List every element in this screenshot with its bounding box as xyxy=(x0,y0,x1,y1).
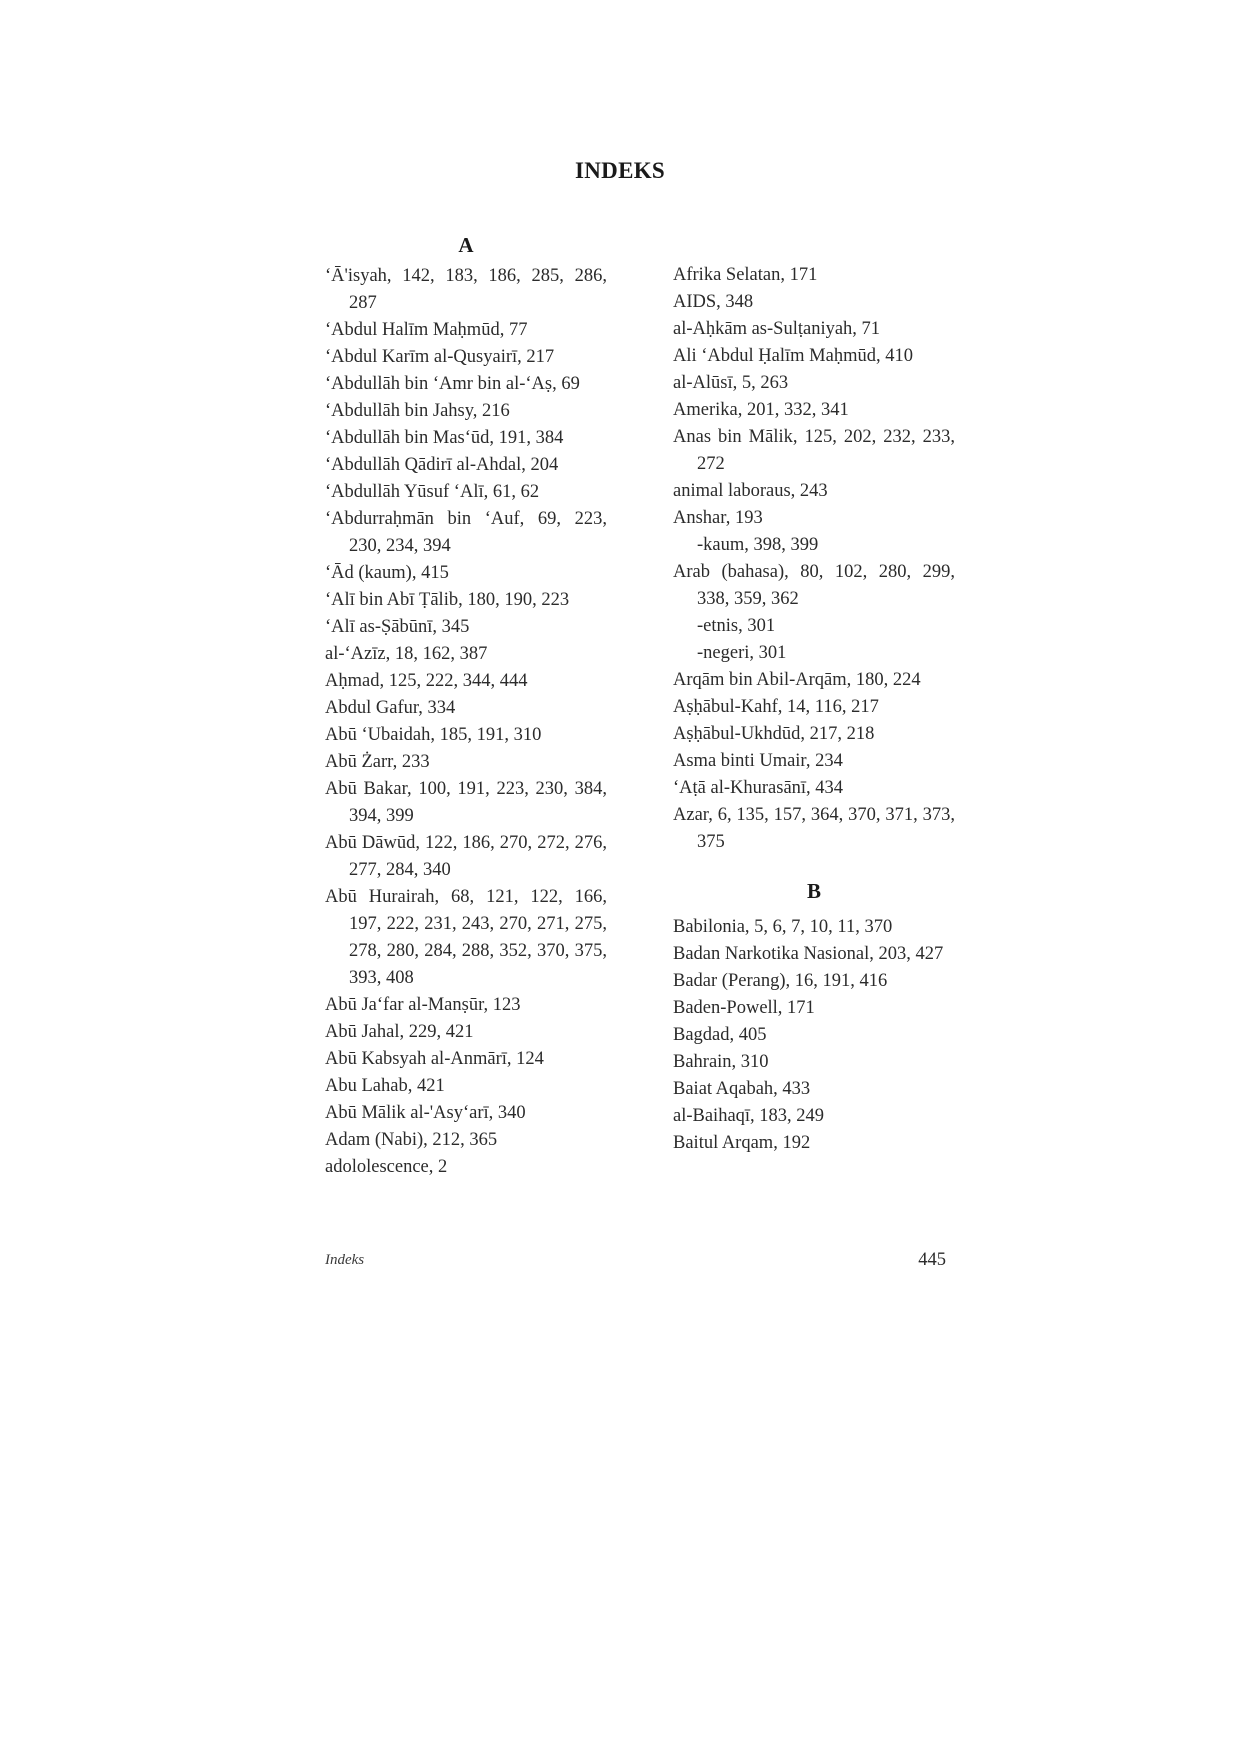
index-entry: ‘Ād (kaum), 415 xyxy=(325,563,449,583)
index-entry: animal laboraus, 243 xyxy=(673,481,828,501)
index-entry: ‘Abdullāh Yūsuf ‘Alī, 61, 62 xyxy=(325,482,540,502)
index-subentry: -kaum, 398, 399 xyxy=(697,535,819,555)
index-entry: Badar (Perang), 16, 191, 416 xyxy=(673,971,888,991)
index-entry: ‘Aṭā al-Khurasānī, 434 xyxy=(673,778,844,798)
index-entry: adololescence, 2 xyxy=(325,1157,448,1177)
index-entry: Anshar, 193 xyxy=(673,508,763,528)
index-entry: Abū Mālik al-'Asy‘arī, 340 xyxy=(325,1103,526,1123)
index-entry: Bahrain, 310 xyxy=(673,1052,769,1072)
index-entries-a-left xyxy=(325,263,607,1181)
index-entry: ‘Abdullāh bin ‘Amr bin al-‘Aṣ, 69 xyxy=(325,374,580,394)
index-entry: Adam (Nabi), 212, 365 xyxy=(325,1130,498,1150)
index-entry: Amerika, 201, 332, 341 xyxy=(673,400,849,420)
index-entry: Ali ‘Abdul Ḥalīm Maḥmūd, 410 xyxy=(673,346,913,366)
page-number: 445 xyxy=(918,1250,946,1270)
index-entry: Baden-Powell, 171 xyxy=(673,998,815,1018)
index-entry: Baiat Aqabah, 433 xyxy=(673,1079,811,1099)
index-subentry: -negeri, 301 xyxy=(697,643,787,663)
index-entry: al-Alūsī, 5, 263 xyxy=(673,373,789,393)
index-entry: Azar, 6, 135, 157, 364, 370, 371, 373, 375 xyxy=(673,805,955,852)
index-entry: al-‘Azīz, 18, 162, 387 xyxy=(325,644,488,664)
index-entry: Abū Bakar, 100, 191, 223, 230, 384, 394, 399 xyxy=(325,779,607,826)
index-entry: ‘Abdullāh bin Mas‘ūd, 191, 384 xyxy=(325,428,564,448)
index-entry: ‘Ā'isyah, 142, 183, 186, 285, 286, 287 xyxy=(325,266,607,313)
page-title: INDEKS xyxy=(575,158,665,183)
index-entry: Aṣḥābul-Kahf, 14, 116, 217 xyxy=(673,697,879,717)
index-entry: ‘Abdul Halīm Maḥmūd, 77 xyxy=(325,320,528,340)
index-entry: Abū ‘Ubaidah, 185, 191, 310 xyxy=(325,725,542,745)
index-entries-a-right xyxy=(673,262,955,856)
index-entry: ‘Alī as-Ṣābūnī, 345 xyxy=(325,617,470,637)
index-entry: ‘Abdurraḥmān bin ‘Auf, 69, 223, 230, 234, 394 xyxy=(325,509,607,556)
index-entry: AIDS, 348 xyxy=(673,292,754,312)
letter-heading-b: B xyxy=(806,879,821,903)
index-entry: Abū Jahal, 229, 421 xyxy=(325,1022,474,1042)
index-entry: ‘Abdullāh bin Jahsy, 216 xyxy=(325,401,510,421)
index-entry: Aḥmad, 125, 222, 344, 444 xyxy=(325,671,528,691)
index-entry: ‘Alī bin Abī Ṭālib, 180, 190, 223 xyxy=(325,590,570,610)
index-entry: Abū Kabsyah al-Anmārī, 124 xyxy=(325,1049,544,1069)
index-entry: Asma binti Umair, 234 xyxy=(673,751,843,771)
index-column-right xyxy=(673,262,955,1157)
index-column-left xyxy=(325,232,607,1181)
index-entry: Abu Lahab, 421 xyxy=(325,1076,445,1096)
index-entry: Badan Narkotika Nasional, 203, 427 xyxy=(673,944,944,964)
index-entry: Bagdad, 405 xyxy=(673,1025,767,1045)
index-entry: Aṣḥābul-Ukhdūd, 217, 218 xyxy=(673,724,875,744)
index-entry: Afrika Selatan, 171 xyxy=(673,265,818,285)
index-entry: Abū Dāwūd, 122, 186, 270, 272, 276, 277, 284, 340 xyxy=(325,833,607,880)
index-subentry: -etnis, 301 xyxy=(697,616,776,636)
index-entry: Abū Żarr, 233 xyxy=(325,752,430,772)
index-entry: Babilonia, 5, 6, 7, 10, 11, 370 xyxy=(673,917,893,937)
index-entry: al-Baihaqī, 183, 249 xyxy=(673,1106,825,1126)
index-entry: Abdul Gafur, 334 xyxy=(325,698,456,718)
index-entry: ‘Abdullāh Qādirī al-Ahdal, 204 xyxy=(325,455,559,475)
index-entry: Anas bin Mālik, 125, 202, 232, 233, 272 xyxy=(673,427,955,474)
index-entry: Abū Hurairah, 68, 121, 122, 166, 197, 222, 231, 243, 270, 271, 275, 278, 280, 284, 288, 352, 370, 375, 393, 408 xyxy=(325,887,607,988)
index-entry: Arqām bin Abil-Arqām, 180, 224 xyxy=(673,670,921,690)
letter-heading-a: A xyxy=(458,233,474,257)
index-entry: Abū Ja‘far al-Manṣūr, 123 xyxy=(325,995,521,1015)
running-footer-label: Indeks xyxy=(325,1252,365,1268)
index-entry: Baitul Arqam, 192 xyxy=(673,1133,811,1153)
index-entry: al-Aḥkām as-Sulṭaniyah, 71 xyxy=(673,319,881,339)
index-entry: Arab (bahasa), 80, 102, 280, 299, 338, 359, 362 xyxy=(673,562,955,609)
index-entries-b xyxy=(673,914,955,1157)
index-entry: ‘Abdul Karīm al-Qusyairī, 217 xyxy=(325,347,555,367)
